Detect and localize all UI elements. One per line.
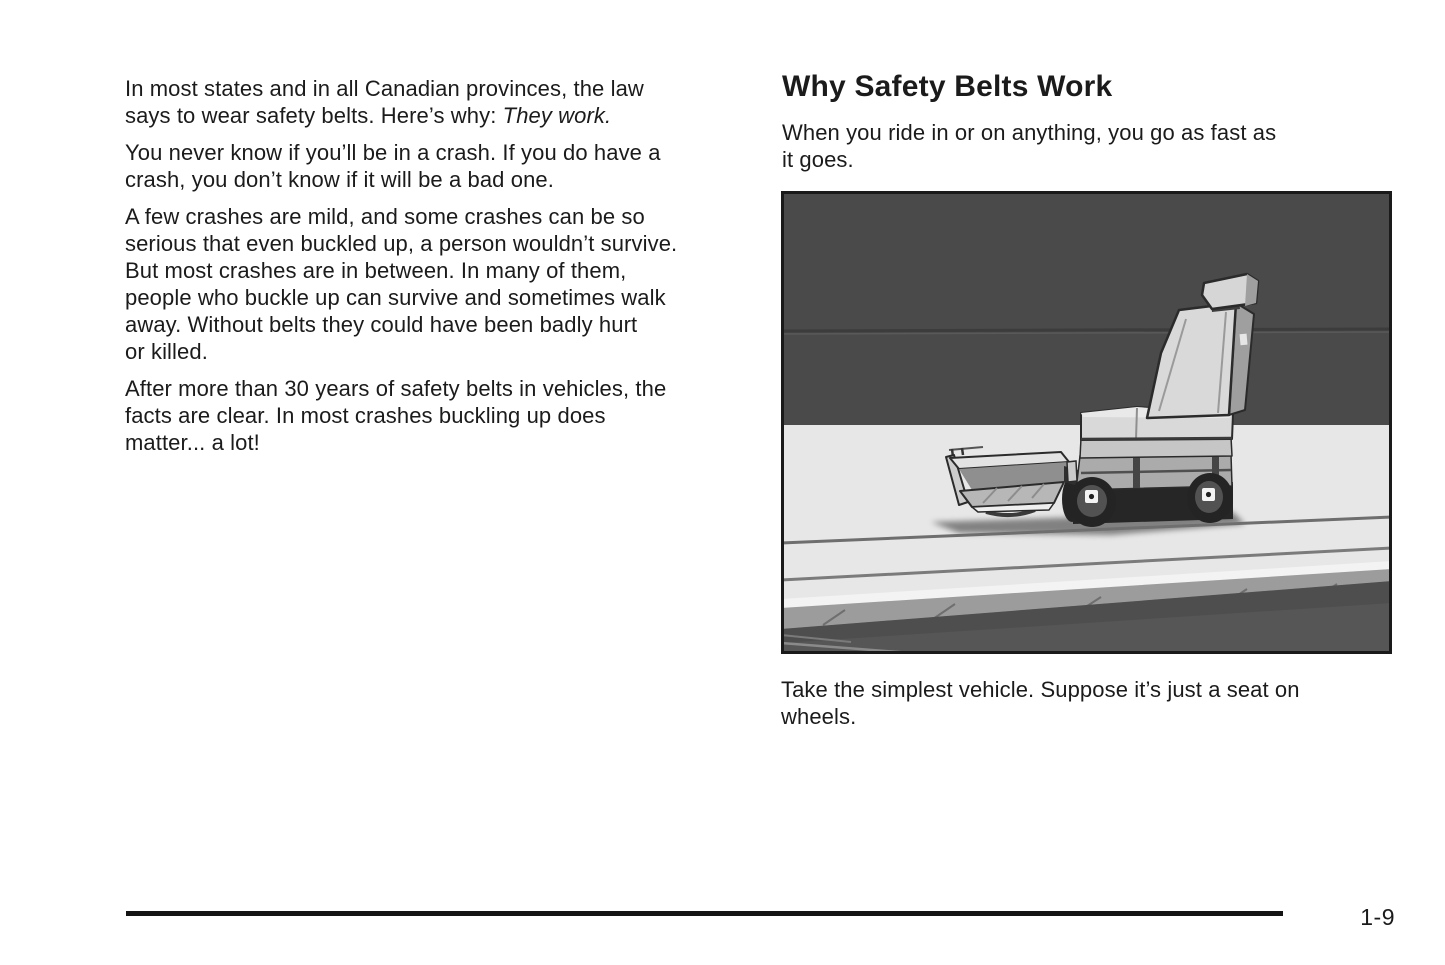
paragraph-line: A few crashes are mild, and some crashes can be so xyxy=(125,204,645,229)
paragraph-line: serious that even buckled up, a person wouldn’t survive. xyxy=(125,231,678,256)
paragraph-line: You never know if you’ll be in a crash. If you do have a xyxy=(125,140,661,165)
italic-phrase: They work. xyxy=(502,103,612,128)
paragraph-line: After more than 30 years of safety belts in vehicles, the xyxy=(125,376,667,401)
paragraph-line: people who buckle up can survive and sometimes walk xyxy=(125,285,666,310)
paragraph-line: In most states and in all Canadian provinces, the law xyxy=(125,76,644,101)
section-heading: Why Safety Belts Work xyxy=(782,70,1113,103)
paragraph-line: or killed. xyxy=(125,339,208,364)
paragraph-line: wheels. xyxy=(781,704,857,729)
left-column xyxy=(125,75,765,466)
paragraph-never-know xyxy=(125,139,765,193)
footer-rule xyxy=(126,911,1283,916)
paragraph-30-years xyxy=(125,375,765,456)
paragraph-line: facts are clear. In most crashes buckling up does xyxy=(125,403,606,428)
right-wheel xyxy=(1187,473,1233,523)
paragraph-line: But most crashes are in between. In many of them, xyxy=(125,258,627,283)
paragraph-text: says to wear safety belts. Here’s why: xyxy=(125,103,503,128)
paragraph-law xyxy=(125,75,765,129)
paragraph-line: Take the simplest vehicle. Suppose it’s just a seat on xyxy=(781,677,1300,702)
paragraph-line xyxy=(125,102,765,129)
illustration-wall xyxy=(781,191,1392,425)
paragraph-line: crash, you don’t know if it will be a bad one. xyxy=(125,167,554,192)
paragraph-line: it goes. xyxy=(782,147,854,172)
paragraph-line: away. Without belts they could have been badly hurt xyxy=(125,312,638,337)
figure-caption xyxy=(781,676,1300,730)
paragraph-line: matter... a lot! xyxy=(125,430,260,455)
paragraph-line: When you ride in or on anything, you go as fast as xyxy=(782,120,1277,145)
seat-on-wheels-illustration xyxy=(781,191,1392,654)
left-wheel xyxy=(1068,477,1116,527)
paragraph-crash-severity xyxy=(125,203,765,365)
page-number: 1-9 xyxy=(1360,904,1395,930)
corner-post xyxy=(1067,461,1077,482)
intro-paragraph xyxy=(782,119,1276,173)
